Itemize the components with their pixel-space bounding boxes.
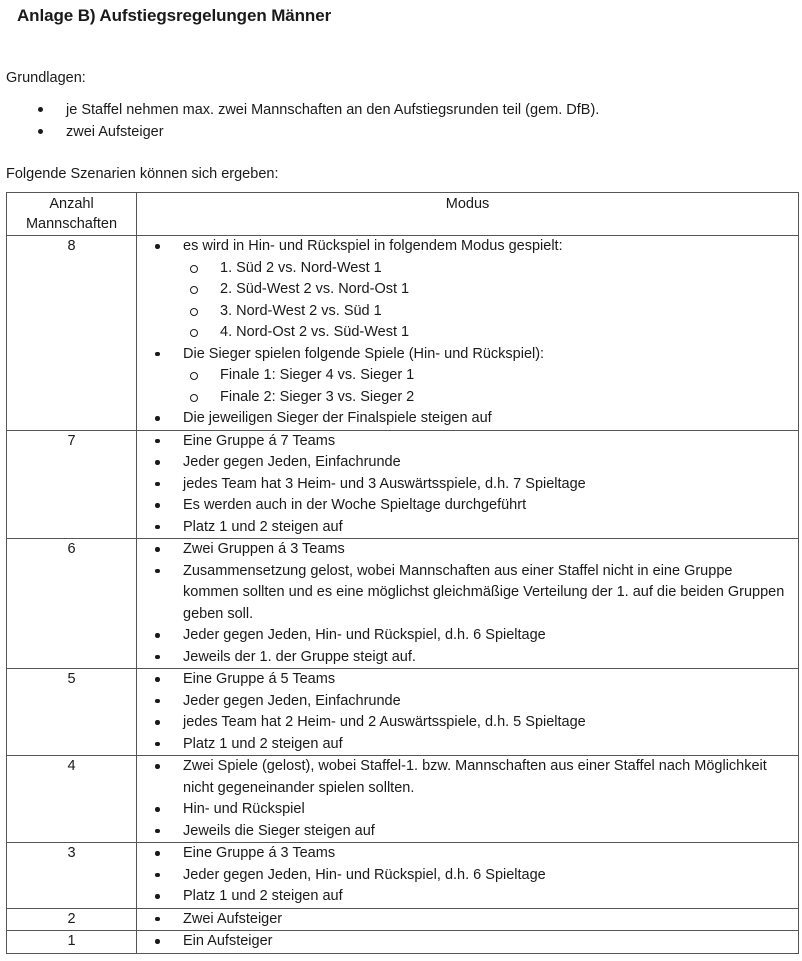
circle-bullet-icon (190, 372, 198, 380)
modus-list (137, 756, 798, 842)
bullet-icon (155, 352, 160, 357)
bullet-icon (155, 633, 160, 638)
bullet-icon (155, 742, 160, 747)
bullet-icon (155, 939, 160, 944)
list-item (137, 821, 798, 843)
sub-list (137, 365, 790, 408)
list-item-text: Ein Aufsteiger (183, 933, 273, 949)
sub-list-item (137, 387, 790, 409)
modus-list (137, 909, 798, 931)
bullet-icon (155, 807, 160, 812)
circle-bullet-icon (190, 394, 198, 402)
circle-bullet-icon (190, 308, 198, 316)
circle-bullet-icon (190, 265, 198, 273)
table-row (7, 756, 799, 843)
bullet-icon (155, 482, 160, 487)
list-item-text: Zwei Aufsteiger (183, 910, 283, 927)
list-item-text: Zusammensetzung gelost, wobei Mannschaften aus einer Staffel nicht in eine Gruppe kommen sollten und es eine möglichst gleichmäßige Verteilung der 1. auf die beiden Gruppen geben soll. (183, 562, 785, 622)
modus-list (137, 843, 798, 908)
bullet-icon (155, 244, 160, 249)
team-count-cell: 4 (7, 756, 137, 843)
sub-list-item (137, 279, 790, 301)
grundlagen-heading: Grundlagen: (6, 70, 86, 86)
list-item (137, 734, 798, 756)
list-item-text: Platz 1 und 2 steigen auf (183, 735, 343, 752)
list-item (137, 669, 798, 691)
list-item (137, 495, 798, 517)
table-row (7, 669, 799, 756)
list-item-text: Eine Gruppe á 5 Teams (183, 671, 336, 687)
sub-list-item-text: 2. Süd-West 2 vs. Nord-Ost 1 (220, 281, 410, 297)
list-item (137, 408, 798, 430)
sub-list-item-text: 1. Süd 2 vs. Nord-West 1 (220, 259, 382, 276)
table-row (7, 539, 799, 669)
table-row (7, 236, 799, 431)
modus-cell (137, 669, 799, 756)
list-item (0, 121, 599, 143)
bullet-icon (155, 677, 160, 682)
list-item (137, 931, 798, 953)
bullet-icon (155, 655, 160, 660)
sub-list (137, 258, 790, 344)
list-item-text: jedes Team hat 2 Heim- und 2 Auswärtsspiele, d.h. 5 Spieltage (183, 714, 586, 730)
modus-cell (137, 756, 799, 843)
team-count-cell: 2 (7, 908, 137, 931)
modus-cell (137, 539, 799, 669)
list-item (137, 625, 798, 647)
bullet-icon (38, 129, 43, 134)
table-row (7, 430, 799, 539)
team-count-cell: 1 (7, 931, 137, 954)
list-item-text: Zwei Spiele (gelost), wobei Staffel-1. bzw. Mannschaften aus einer Staffel nach Möglichkeit nicht gegeneinander spielen sollten. (183, 758, 767, 796)
list-item (137, 909, 798, 931)
list-item (137, 236, 798, 344)
table-header-row (7, 193, 799, 236)
list-item (137, 517, 798, 539)
list-item-text: Jeweils die Sieger steigen auf (183, 822, 375, 839)
bullet-icon (155, 439, 160, 444)
modus-list (137, 236, 798, 430)
modus-list (137, 539, 798, 668)
team-count-cell: 3 (7, 843, 137, 909)
list-item (137, 865, 798, 887)
bullet-icon (155, 569, 160, 574)
grundlagen-list (0, 99, 599, 143)
circle-bullet-icon (190, 329, 198, 337)
sub-list-item (137, 301, 790, 323)
modus-cell (137, 843, 799, 909)
list-item (137, 799, 798, 821)
szenarien-heading: Folgende Szenarien können sich ergeben: (6, 166, 279, 182)
list-item (137, 561, 798, 626)
column-header-count: Anzahl Mannschaften (7, 193, 137, 236)
list-item (137, 886, 798, 908)
list-item-text: Platz 1 und 2 steigen auf (183, 888, 343, 904)
list-item-text: Eine Gruppe á 7 Teams (183, 432, 336, 449)
list-item-text: Jeder gegen Jeden, Einfachrunde (183, 692, 401, 709)
bullet-icon (155, 699, 160, 704)
list-item-text: Jeder gegen Jeden, Einfachrunde (183, 454, 401, 470)
table-row (7, 931, 799, 954)
list-item (137, 712, 798, 734)
modus-cell (137, 430, 799, 539)
page-title: Anlage B) Aufstiegsregelungen Männer (17, 6, 332, 25)
modus-list (137, 431, 798, 539)
bullet-icon (155, 525, 160, 530)
list-item-text: Die jeweiligen Sieger der Finalspiele steigen auf (183, 410, 492, 426)
bullet-icon (155, 894, 160, 899)
sub-list-item-text: 3. Nord-West 2 vs. Süd 1 (220, 302, 382, 319)
bullet-icon (155, 503, 160, 508)
team-count-cell: 7 (7, 430, 137, 539)
list-item-text: es wird in Hin- und Rückspiel in folgendem Modus gespielt: (183, 238, 563, 254)
bullet-icon (155, 851, 160, 856)
list-item (0, 99, 599, 121)
list-item-text: Jeweils der 1. der Gruppe steigt auf. (183, 648, 416, 665)
circle-bullet-icon (190, 286, 198, 294)
list-item (137, 691, 798, 713)
list-item-text: Eine Gruppe á 3 Teams (183, 845, 336, 861)
sub-list-item-text: Finale 1: Sieger 4 vs. Sieger 1 (220, 367, 415, 383)
list-item (137, 843, 798, 865)
list-item-text: jedes Team hat 3 Heim- und 3 Auswärtsspiele, d.h. 7 Spieltage (183, 475, 586, 492)
list-item (137, 539, 798, 561)
bullet-icon (155, 873, 160, 878)
bullet-icon (155, 416, 160, 421)
list-item (137, 431, 798, 453)
column-header-modus: Modus (137, 193, 799, 236)
sub-list-item-text: Finale 2: Sieger 3 vs. Sieger 2 (220, 388, 415, 405)
modus-cell (137, 931, 799, 954)
list-item-text: Platz 1 und 2 steigen auf (183, 518, 343, 535)
list-item-text: Es werden auch in der Woche Spieltage durchgeführt (183, 497, 527, 513)
list-item-text: Jeder gegen Jeden, Hin- und Rückspiel, d.h. 6 Spieltage (183, 627, 546, 643)
modus-list (137, 669, 798, 755)
table-row (7, 843, 799, 909)
list-item (137, 344, 798, 409)
list-item (137, 647, 798, 669)
sub-list-item-text: 4. Nord-Ost 2 vs. Süd-West 1 (220, 324, 410, 340)
list-item (137, 756, 798, 799)
bullet-icon (155, 917, 160, 922)
bullet-icon (38, 107, 43, 112)
bullet-icon (155, 829, 160, 834)
table-row (7, 908, 799, 931)
list-item-text: Jeder gegen Jeden, Hin- und Rückspiel, d.h. 6 Spieltage (183, 866, 546, 883)
modus-cell (137, 908, 799, 931)
team-count-cell: 6 (7, 539, 137, 669)
sub-list-item (137, 365, 790, 387)
sub-list-item (137, 322, 790, 344)
modus-cell (137, 236, 799, 431)
list-item-text: je Staffel nehmen max. zwei Mannschaften an den Aufstiegsrunden teil (gem. DfB). (66, 102, 600, 118)
list-item-text: Die Sieger spielen folgende Spiele (Hin- und Rückspiel): (183, 345, 545, 362)
list-item-text: zwei Aufsteiger (66, 124, 164, 140)
modus-list (137, 931, 798, 953)
list-item (137, 474, 798, 496)
team-count-cell: 5 (7, 669, 137, 756)
bullet-icon (155, 547, 160, 552)
sub-list-item (137, 258, 790, 280)
scenario-table (6, 192, 799, 954)
bullet-icon (155, 720, 160, 725)
list-item-text: Hin- und Rückspiel (183, 801, 305, 817)
list-item (137, 452, 798, 474)
bullet-icon (155, 764, 160, 769)
list-item-text: Zwei Gruppen á 3 Teams (183, 541, 345, 557)
team-count-cell: 8 (7, 236, 137, 431)
bullet-icon (155, 460, 160, 465)
